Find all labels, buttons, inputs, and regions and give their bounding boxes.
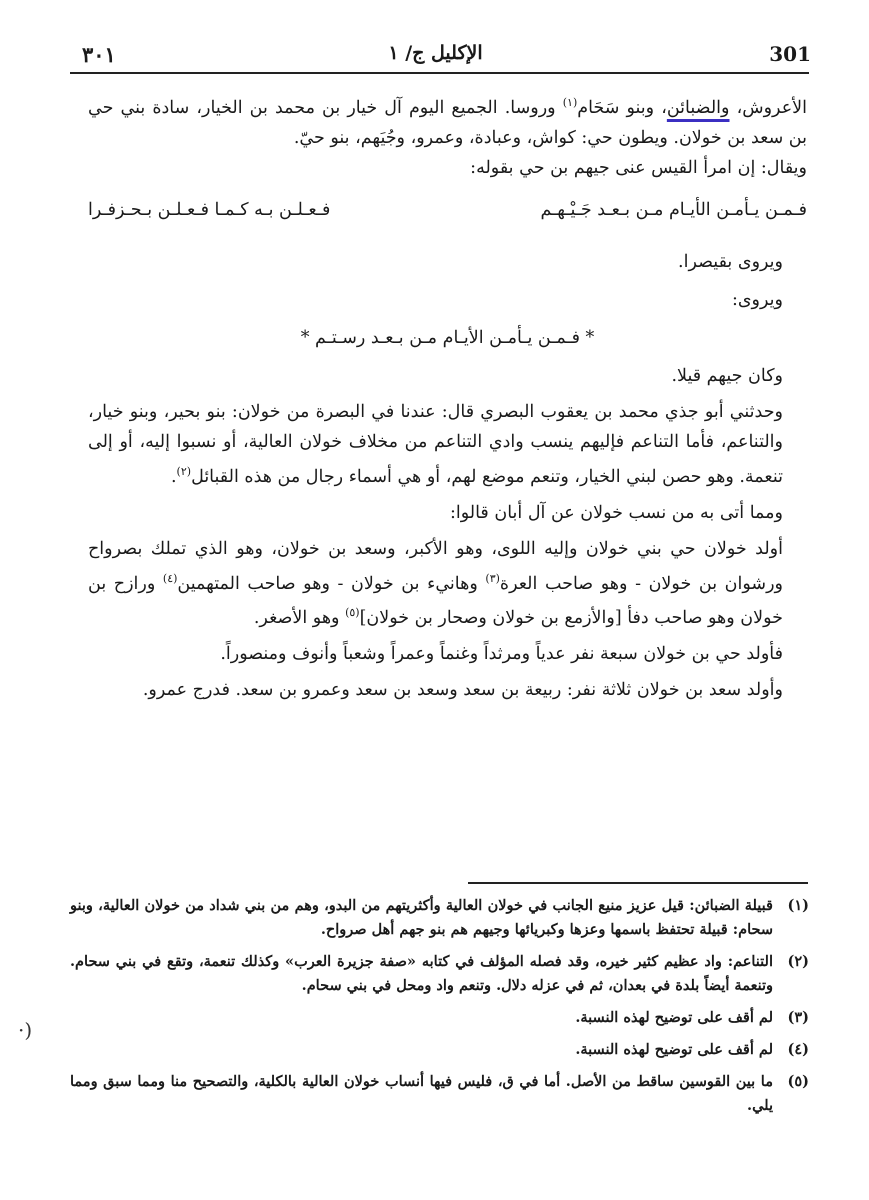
footnote-item bbox=[70, 950, 809, 998]
page-number-arabic: ٣٠١ bbox=[82, 42, 116, 67]
footnote-text: قبيلة الضبائن: قيل عزيز منيع الجانب في خولان العالية وأكثريتهم من البدو، وهم من بني شداد من خولان العالية، وبنو سحام: قبيلة تحتفظ باسمها وعزها وكبريائها وجيهم هم بنو جهم أهل صرواح. bbox=[70, 897, 773, 938]
paragraph: ويقال: إن امرأ القيس عنى جيهم بن حي بقوله: bbox=[470, 157, 807, 178]
footnote-number: (٣) bbox=[787, 1009, 809, 1026]
text-run: وروسا. الجميع اليوم آل خيار بن محمد بن الخيار، سادة بني حي بن سعد بن خولان. ويطون حي: كواش، وعبادة، وعمرو، وجُيَهم، بنو حيّ. bbox=[88, 97, 807, 148]
paragraph: ومما أتى به من نسب خولان عن آل أبان قالوا: bbox=[449, 502, 783, 523]
footnote-text: لم أقف على توضيح لهذه النسبة. bbox=[575, 1041, 773, 1058]
underlined-word: والضبائن bbox=[666, 97, 730, 118]
footnote-text: ما بين القوسين ساقط من الأصل. أما في ق، فليس فيها أنساب خولان العالية بالكلية، والتصحيح منا ومما سبق ومما يلي. bbox=[70, 1073, 773, 1114]
paragraph: فأولد حي بن خولان سبعة نفر عدياً ومرثداً وغنماً وعمراً وشعباً وأنوف ومنصوراً. bbox=[220, 644, 783, 665]
text-run: أولد خولان حي بني خولان وإليه اللوى، وهو الأكبر، وسعد بن خولان، وهو الذي تملك بصرواح ورشوان بن خولان - وهو صاحب العرة bbox=[88, 538, 783, 594]
paragraph: ويروى: bbox=[731, 289, 783, 310]
footnote-ref: (٥) bbox=[345, 606, 360, 620]
footnote-item bbox=[70, 894, 809, 942]
text-run: . bbox=[170, 466, 177, 487]
footnote-text: التناعم: واد عظيم كثير خيره، وقد فصله المؤلف في كتابه «صفة جزيرة العرب» وكذلك تنعمة، وتقع في بني سحام. وتنعمة أيضاً بلدة في بعدان، ثم في عزله دلال. وتنعم واد ومحل في بني سحام. bbox=[70, 953, 773, 994]
footnote-ref: (٤) bbox=[162, 571, 178, 585]
poem-verse bbox=[88, 195, 807, 225]
footnote-item bbox=[70, 1038, 809, 1062]
footnote-ref: (٢) bbox=[176, 464, 192, 478]
footnote-number: (٢) bbox=[787, 953, 809, 970]
paragraph: وأولد سعد بن خولان ثلاثة نفر: ربيعة بن سعد وسعد بن سعد وعمرو بن سعد. فدرج عمرو. bbox=[142, 680, 783, 701]
text-run: وهانيء بن خولان - وهو صاحب المتهمين bbox=[177, 573, 486, 594]
verse-first-hemistich: فـمـن يـأمـن الأيـام مـن بـعـد جَـيْـهـم bbox=[540, 199, 807, 220]
paragraph bbox=[88, 88, 807, 153]
poem-line-centered: * فـمـن يـأمـن الأيـام مـن بـعـد رسـتـم * bbox=[300, 327, 595, 348]
text-run: ، وبنو سَحَام bbox=[577, 97, 667, 118]
footnotes bbox=[70, 894, 809, 1126]
paragraph: ويروى بقيصرا. bbox=[678, 251, 783, 272]
footnote-item bbox=[70, 1070, 809, 1118]
page-number-latin: 301 bbox=[769, 42, 811, 66]
text-run: الأعروش، bbox=[729, 97, 807, 118]
text-run: وحدثني أبو جذي محمد بن يعقوب البصري قال: عندنا في البصرة من خولان: بنو بحير، وبنو خيار، والتناعم، فأما التناعم فإليهم ينسب وادي التناعم من مخلاف خولان العالية، أو نسبوا إليه، أو إلى تنعمة. وهو حصن لبني الخيار، وتنعم موضع لهم، أو هي أسماء رجال من هذه القبائل bbox=[88, 401, 783, 487]
text-run: وهو الأصغر. bbox=[253, 608, 346, 629]
footnote-number: (٥) bbox=[787, 1073, 809, 1090]
verse-second-hemistich: فـعـلـن بـه كـمـا فـعـلـن بـحـزفـرا bbox=[88, 199, 331, 220]
footnote-ref: (٣) bbox=[485, 571, 500, 585]
paragraph bbox=[88, 397, 807, 492]
footnote-number: (١) bbox=[787, 897, 809, 914]
margin-mark: ·) bbox=[18, 1018, 33, 1042]
running-title: الإكليل ج/ ١ bbox=[388, 42, 483, 64]
header-rule bbox=[70, 72, 809, 74]
paragraph: وكان جيهم قيلا. bbox=[671, 365, 783, 386]
footnote-ref: (١) bbox=[562, 96, 578, 109]
footnote-text: لم أقف على توضيح لهذه النسبة. bbox=[575, 1009, 773, 1026]
paragraph bbox=[88, 534, 807, 634]
footnote-rule bbox=[468, 882, 808, 884]
text-run: ورازح بن خولان وهو صاحب دفأ [والأزمع بن خولان وصحار بن خولان] bbox=[88, 573, 783, 629]
page-header bbox=[60, 38, 811, 70]
footnote-item bbox=[70, 1006, 809, 1030]
footnote-number: (٤) bbox=[787, 1041, 809, 1058]
main-text bbox=[88, 88, 807, 705]
